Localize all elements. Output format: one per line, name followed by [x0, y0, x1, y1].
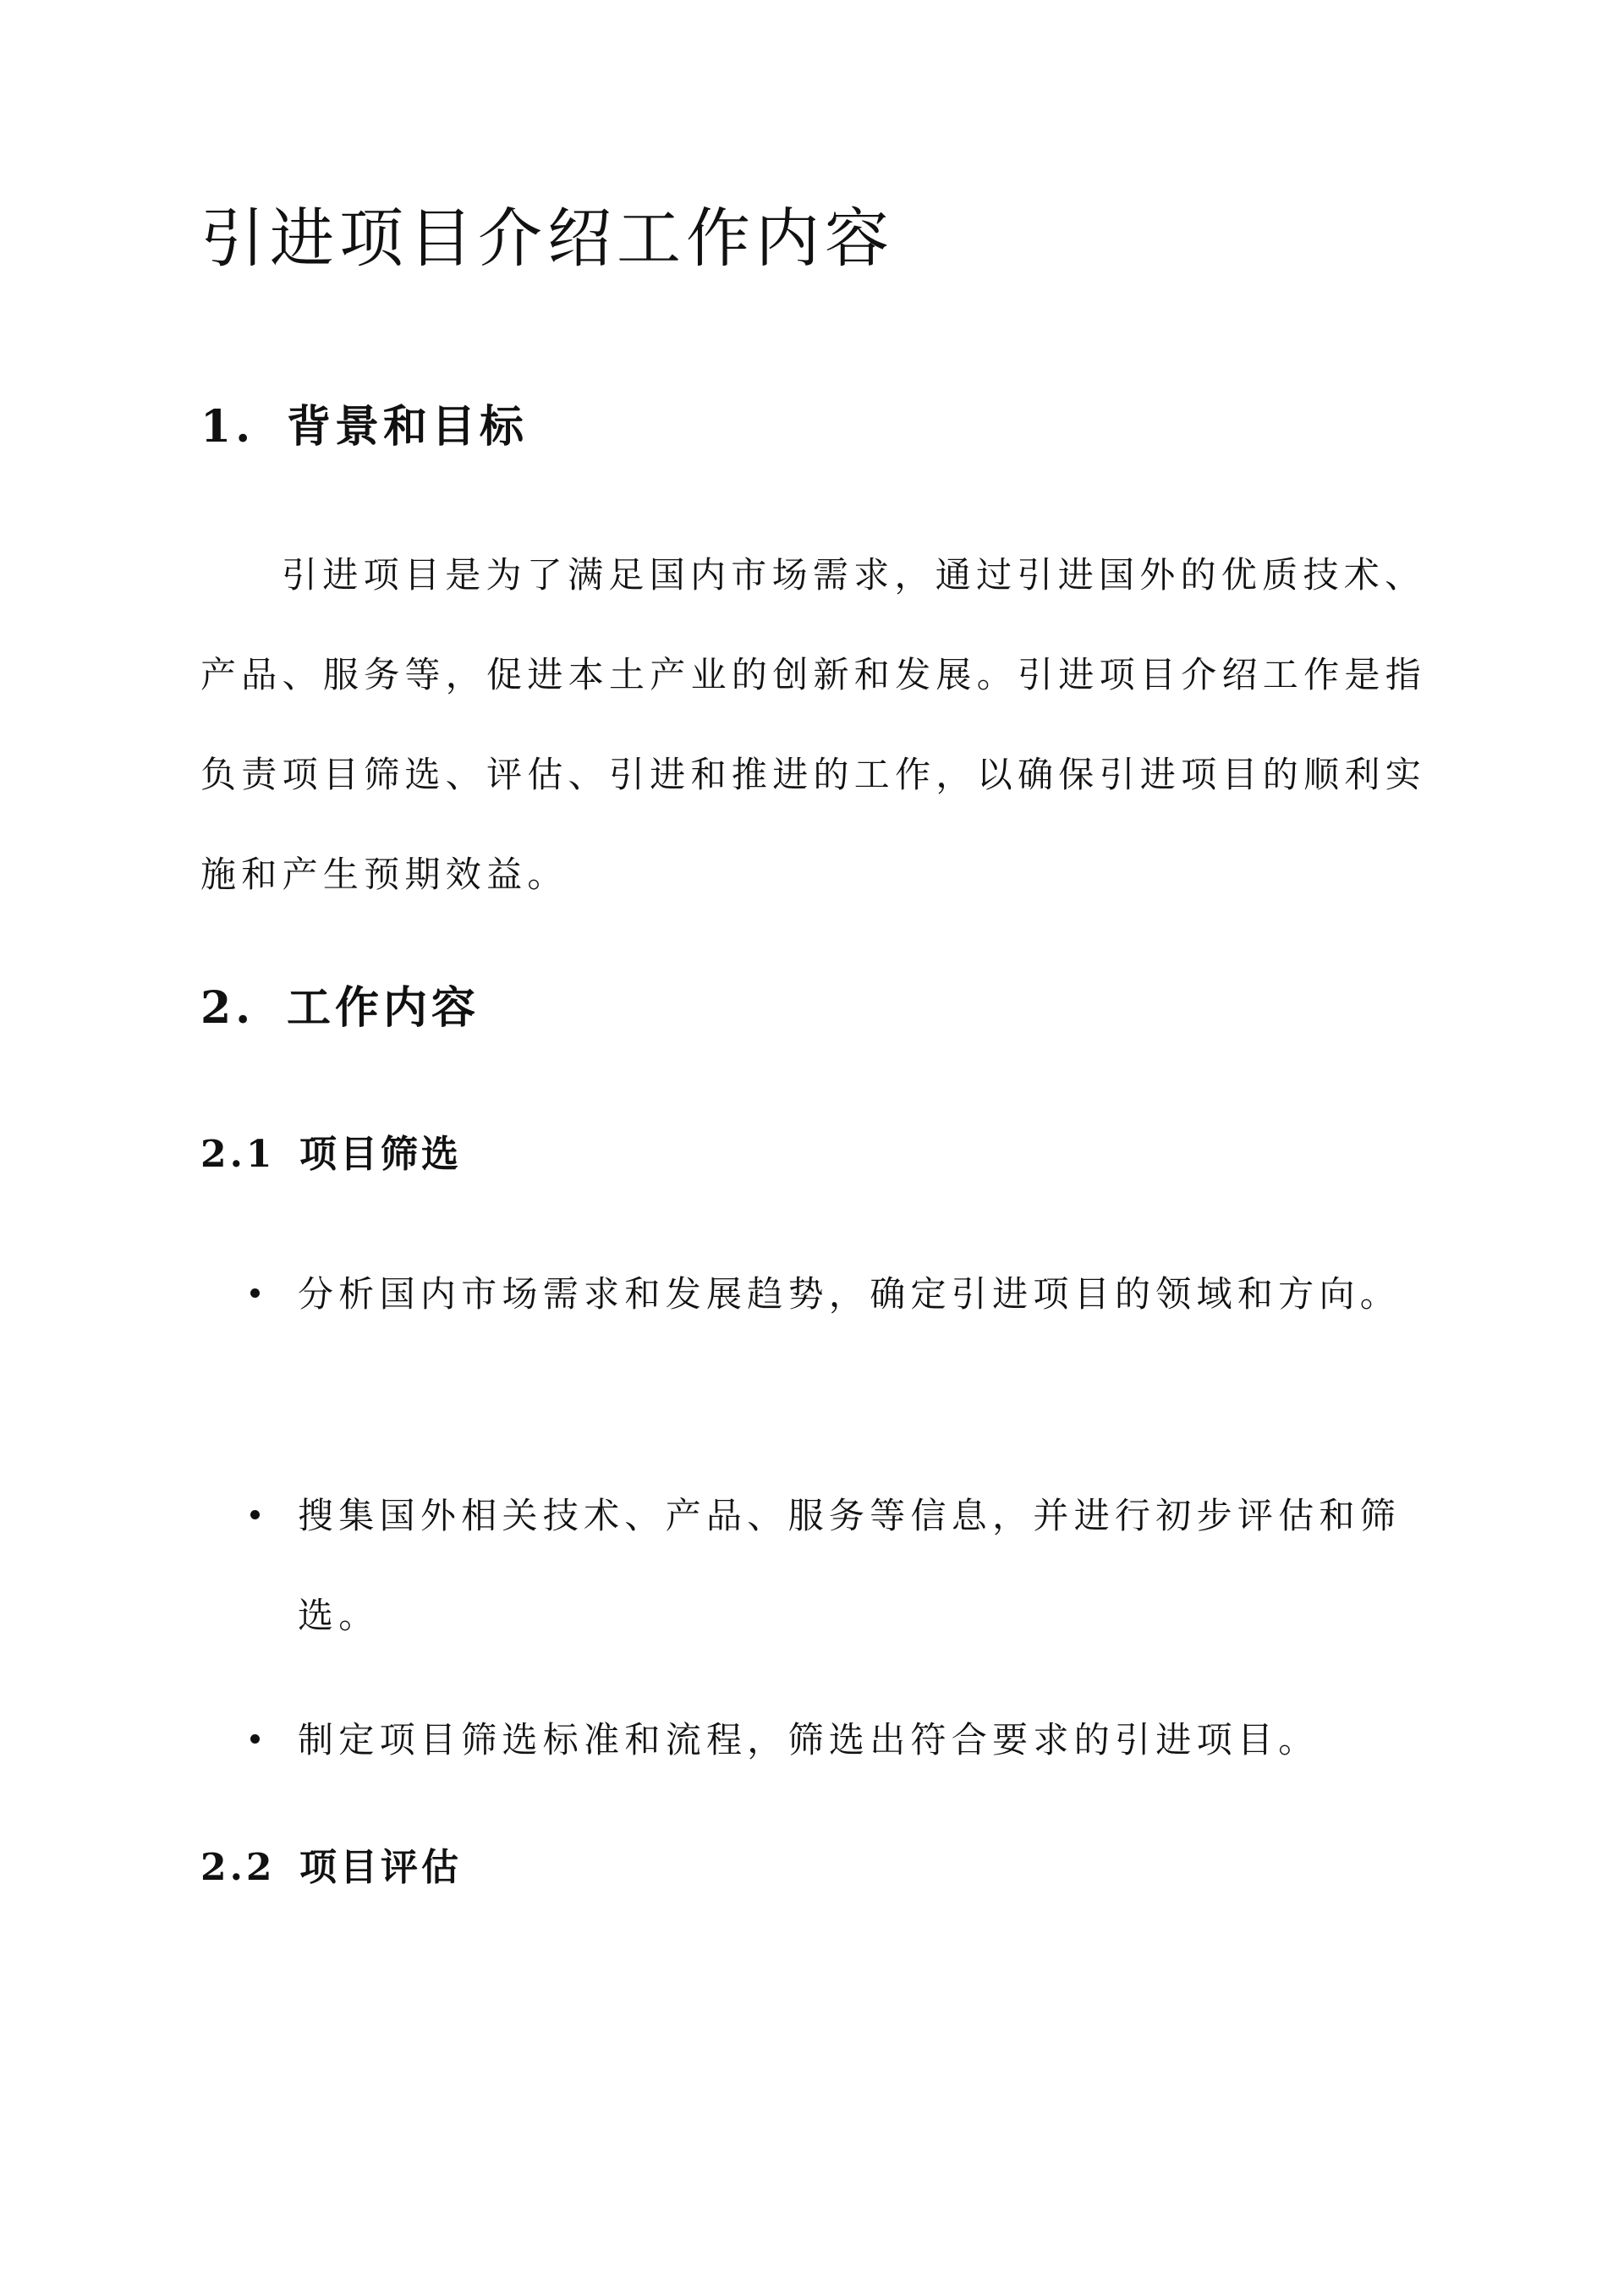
- list-item: [298, 1690, 1414, 1790]
- subsection-heading-screening: [200, 1129, 462, 1180]
- subsection-number: 2.2: [200, 1846, 276, 1889]
- subsection-title: 项目筛选: [299, 1133, 462, 1176]
- list-item: [298, 1466, 1414, 1666]
- section-heading-background: [200, 398, 528, 457]
- section-number: 1.: [200, 401, 255, 453]
- section-number: 2.: [200, 982, 255, 1034]
- list-item-text: 搜集国外相关技术、产品、服务等信息，并进行初步评估和筛选。: [298, 1495, 1402, 1636]
- bullet-dot-icon: [250, 1288, 260, 1298]
- section-title: 工作内容: [287, 982, 480, 1034]
- subsection-title: 项目评估: [299, 1846, 462, 1889]
- background-paragraph: 引进项目是为了满足国内市场需求，通过引进国外的优质技术、产品、服务等，促进本土产业的创新和发展。引进项目介绍工作是指负责项目筛选、评估、引进和推进的工作，以确保引进项目的顺利实施和产生预期效益。: [200, 554, 1427, 895]
- section-heading-work-content: [200, 979, 480, 1038]
- bullet-dot-icon: [250, 1734, 260, 1744]
- list-item: [298, 1244, 1414, 1344]
- subsection-heading-evaluation: [200, 1843, 462, 1893]
- list-item-text: 分析国内市场需求和发展趋势，确定引进项目的领域和方向。: [298, 1273, 1402, 1315]
- bullet-dot-icon: [250, 1510, 260, 1519]
- subsection-number: 2.1: [200, 1133, 276, 1176]
- section-title: 背景和目标: [287, 401, 529, 453]
- document-title: 引进项目介绍工作内容: [200, 200, 894, 276]
- list-item-text: 制定项目筛选标准和流程，筛选出符合要求的引进项目。: [298, 1719, 1320, 1760]
